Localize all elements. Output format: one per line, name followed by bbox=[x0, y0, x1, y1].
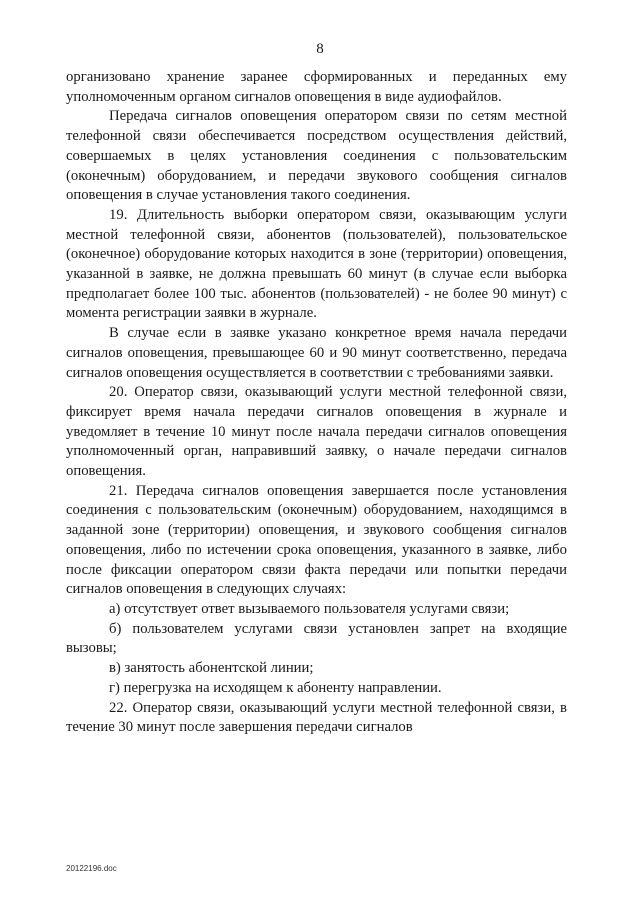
document-body bbox=[66, 68, 567, 738]
paragraph-item-21: 21. Передача сигналов оповещения завершается после установления соединения с пользовательским (оконечным) оборудованием, находящимся в заданной зоне (территории) оповещения, и звукового сообщения сигналов оповещения, либо по истечении срока оповещения, указанного в заявке, либо после фиксации оператором связи факта передачи или попытки передачи сигналов оповещения в следующих случаях: bbox=[66, 482, 567, 598]
list-item-v: в) занятость абонентской линии; bbox=[109, 660, 314, 677]
page-number: 8 bbox=[316, 41, 324, 57]
list-item-g: г) перегрузка на исходящем к абоненту направлении. bbox=[109, 679, 442, 696]
paragraph-signal-transmission: Передача сигналов оповещения оператором связи по сетям местной телефонной связи обеспечивается посредством осуществления действий, совершаемых в целях установления соединения с пользовательским (оконечным) оборудованием, и передачи звукового сообщения сигналов оповещения в случае установления такого соединения. bbox=[66, 108, 567, 204]
document-file-reference: 20122196.doc bbox=[66, 864, 117, 873]
paragraph-item-19: 19. Длительность выборки оператором связи, оказывающим услуги местной телефонной связи, абонентов (пользователей), пользовательское (оконечное) оборудование которых находится в зоне (территории) оповещения, указанной в заявке, не должна превышать 60 минут (в случае если выборка предполагает более 100 тыс. абонентов (пользователей) - не более 90 минут) с момента регистрации заявки в журнале. bbox=[66, 206, 567, 322]
paragraph-specific-time: В случае если в заявке указано конкретное время начала передачи сигналов оповещения, превышающее 60 и 90 минут соответственно, передача сигналов оповещения осуществляется в соответствии с требованиями заявки. bbox=[66, 325, 567, 381]
paragraph-item-22: 22. Оператор связи, оказывающий услуги местной телефонной связи, в течение 30 минут после завершения передачи сигналов bbox=[66, 699, 567, 736]
list-item-b: б) пользователем услугами связи установлен запрет на входящие вызовы; bbox=[66, 620, 567, 657]
paragraph-item-20: 20. Оператор связи, оказывающий услуги местной телефонной связи, фиксирует время начала передачи сигналов оповещения в журнале и уведомляет в течение 10 минут после начала передачи сигналов оповещения уполномоченный орган, направивший заявку, о начале передачи сигналов оповещения. bbox=[66, 384, 567, 480]
list-item-a: а) отсутствует ответ вызываемого пользователя услугами связи; bbox=[109, 600, 510, 617]
paragraph-continuation: организовано хранение заранее сформированных и переданных ему уполномоченным органом сигналов оповещения в виде аудиофайлов. bbox=[66, 69, 567, 105]
